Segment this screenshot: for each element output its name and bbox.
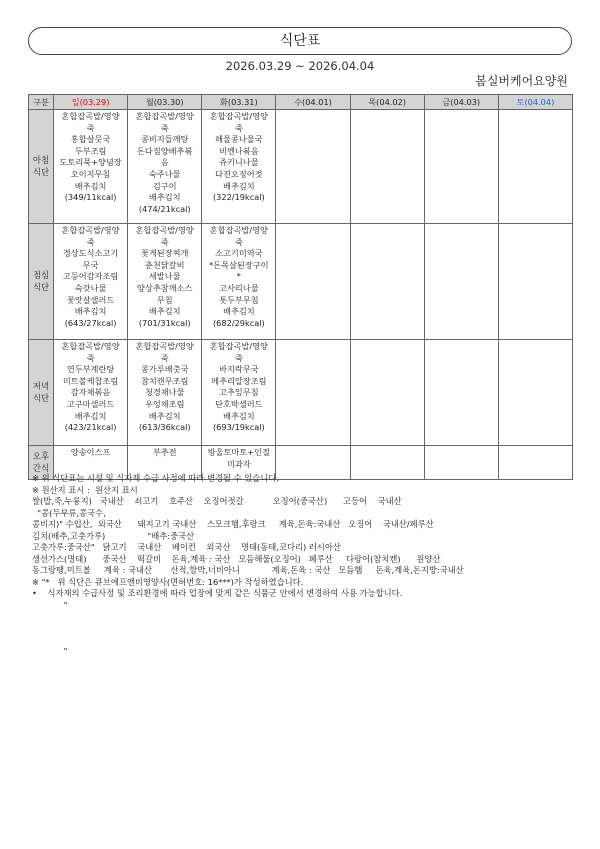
menu-item: 숙주나물 (148, 168, 181, 179)
note-line (32, 634, 577, 646)
meal-label: 점심 식단 (29, 224, 54, 340)
menu-item: 배추김치 (223, 306, 255, 317)
menu-cell (498, 110, 572, 224)
menu-item: 양상추참깨소스 (137, 282, 193, 293)
menu-item: 무국 (82, 259, 99, 270)
menu-item: 죽 (234, 236, 243, 247)
menu-item: 배추김치 (148, 192, 181, 203)
menu-item: 혼합잡곡밥/영양 (61, 225, 120, 235)
menu-item: 양송이스프 (70, 447, 111, 457)
header-row (29, 95, 573, 110)
menu-item: (349/11kcal) (64, 192, 117, 203)
menu-item: 배추김치 (148, 306, 181, 317)
menu-item: 배추김치 (74, 180, 107, 191)
menu-item: 김구이 (152, 180, 177, 191)
meal-label: 저녁 식단 (29, 340, 54, 446)
menu-item: 고사리나물 (219, 282, 259, 293)
note-line: 김치(배추,고춧가루) "배추:중국산 (32, 530, 195, 541)
menu-item: 혼합잡곡밥/영양 (209, 225, 268, 235)
menu-item: 고추잎무침 (219, 387, 259, 398)
menu-item: (423/21kcal) (64, 422, 117, 433)
menu-cell (498, 224, 572, 340)
menu-cell (424, 110, 498, 224)
menu-item: 단호박샐러드 (215, 398, 263, 409)
menu-item: * (236, 271, 241, 282)
menu-item: (701/31kcal) (138, 317, 191, 328)
menu-cell (202, 224, 276, 340)
menu-item: 오이지무침 (70, 168, 111, 179)
menu-item: 숙갓나물 (74, 282, 107, 293)
menu-item: 경상도식소고기 (62, 248, 119, 259)
menu-item: 메추리알장조림 (211, 375, 267, 386)
menu-item: 춘천닭갈비 (144, 259, 185, 270)
menu-item: (682/29kcal) (212, 317, 265, 328)
menu-item: 미과자 (226, 458, 251, 469)
menu-cell (424, 224, 498, 340)
menu-cell (128, 110, 202, 224)
note-line: 생선가스(명태) 중국산 떡갈비 돈육,계육 : 국산 모듬해물(오징어) 페루산 다랑어(참치캔) 원양산 (32, 553, 441, 564)
menu-title: 식단표 (28, 27, 572, 55)
menu-item: 꽃맛살샐러드 (66, 294, 115, 305)
menu-cell (350, 224, 424, 340)
menu-cell (202, 340, 276, 446)
note-line: " (32, 599, 68, 610)
note-line: " (32, 645, 68, 656)
menu-item: *돈목살된장구이 (209, 259, 269, 270)
menu-item: 무침 (156, 294, 173, 305)
note-line (32, 611, 577, 623)
menu-item: 다진오징어젓 (215, 168, 263, 179)
menu-item: 죽 (86, 236, 95, 247)
menu-item: 홍합살뭇국 (70, 134, 111, 145)
menu-item: (643/27kcal) (64, 317, 117, 328)
meal-label: 아침 식단 (29, 110, 54, 224)
menu-cell (498, 340, 572, 446)
menu-cell (202, 110, 276, 224)
corner-header: 구분 (29, 95, 54, 110)
menu-cell (128, 224, 202, 340)
menu-item: 청경채나물 (144, 387, 185, 398)
note-line: 고춧가루:중국산" 닭고기 국내산 베이컨 외국산 명태(동태,코다리) 러시아산 (32, 542, 341, 552)
menu-item: 배추김치 (74, 306, 107, 317)
meal-table (28, 94, 573, 480)
day-header: 일(03.29) (54, 95, 128, 110)
menu-item: 바지락무국 (219, 364, 259, 375)
menu-item: 혼합잡곡밥/영양 (61, 341, 120, 351)
menu-item: 돈다짐양배추볶 (137, 145, 193, 156)
menu-cell (276, 110, 350, 224)
menu-item: 해물콩나물국 (215, 134, 263, 145)
menu-item: 죽 (160, 236, 169, 247)
menu-item: 연두부계란탕 (66, 364, 115, 375)
menu-item: 소고기미역국 (215, 248, 263, 259)
menu-item: 미트볼케찹조림 (62, 375, 119, 386)
menu-cell (128, 340, 202, 446)
date-range: 2026.03.29 ~ 2026.04.04 (225, 59, 375, 73)
menu-item: 혼합잡곡밥/영양 (135, 225, 194, 235)
note-line: 콩비지)" 수입산, 외국산 돼지고기 국내산 스모크햄,후랑크 계육,돈육:국내산 오징어 국내산/페루산 (32, 519, 434, 529)
menu-item: 참치캔무조림 (140, 375, 189, 386)
day-header: 토(04.04) (498, 95, 572, 110)
menu-item: 두부조림 (74, 145, 107, 156)
note-line: 동그랑땡,미트볼 계육 : 국내산 산적,함박,너비아니 계육,돈육 : 국산 모듬햄 돈육,계육,돈지방:국내산 (32, 565, 464, 575)
menu-item: 죽 (160, 122, 169, 133)
menu-item: 고구마샐러드 (66, 398, 115, 409)
menu-item: 죽 (160, 352, 169, 363)
menu-item: 고등어감자조림 (62, 271, 119, 282)
menu-item: (693/19kcal) (212, 422, 265, 433)
menu-item: 죽 (234, 352, 243, 363)
menu-item: 콩가루배춧국 (140, 364, 189, 375)
menu-cell (54, 110, 128, 224)
menu-item: 죽 (86, 122, 95, 133)
menu-item: 비엔나볶음 (219, 145, 259, 156)
note-line: 쌀(밥,죽,누룽지) 국내산 쇠고기 호주산 오징어젓갈 오징어(중국산) 고등어 국내산 (32, 496, 402, 506)
note-line: ※ "* 위 식단은 큐브에프앤비영양사(면허번호: 16***)가 작성하였습니다. (32, 576, 304, 587)
menu-item: 쥬키니나물 (219, 157, 259, 168)
menu-item: 죽 (234, 122, 243, 133)
menu-item: 혼합잡곡밥/영양 (61, 111, 120, 121)
menu-item: 꽃게된장찌개 (140, 248, 189, 259)
meal-label: 오후 간식 (29, 446, 54, 480)
menu-item: 배추김치 (148, 410, 181, 421)
menu-item: 부추전 (152, 447, 177, 457)
day-header: 월(03.30) (128, 95, 202, 110)
menu-item: 방울토마토+인절 (207, 447, 270, 457)
menu-item: 배추김치 (223, 410, 255, 421)
menu-item: 배추김치 (223, 180, 255, 191)
menu-cell (350, 340, 424, 446)
menu-item: 배추김치 (74, 410, 107, 421)
menu-item: 도토리묵+양념장 (59, 157, 122, 168)
menu-item: 콩비지들깨탕 (140, 134, 189, 145)
menu-item: 혼합잡곡밥/영양 (135, 341, 194, 351)
day-header: 화(03.31) (202, 95, 276, 110)
note-line: ※ 위 식단표는 시설 및 식자재 수급 사정에 따라 변경될 수 있습니다. (32, 473, 279, 483)
menu-item: 혼합잡곡밥/영양 (209, 111, 268, 121)
menu-cell (276, 340, 350, 446)
note-line: • 식자재의 수급사정 및 조리환경에 따라 업장에 맞게 같은 식품군 안에서 변경하여 사용 가능합니다. (32, 588, 403, 598)
meal-row (29, 340, 573, 446)
menu-item: (474/21kcal) (138, 203, 191, 214)
note-line: ※ 원산지 표시 : 원산지 표시 (32, 484, 138, 495)
menu-cell (54, 340, 128, 446)
note-line: "콩(두부류,콩국수, (32, 507, 106, 518)
menu-item: 우엉채조림 (144, 398, 185, 409)
menu-item: (322/19kcal) (212, 192, 265, 203)
notes-section (32, 473, 577, 657)
menu-cell (54, 224, 128, 340)
menu-cell (424, 340, 498, 446)
day-header: 목(04.02) (350, 95, 424, 110)
meal-row (29, 110, 573, 224)
menu-item: 혼합잡곡밥/영양 (135, 111, 194, 121)
menu-cell (350, 110, 424, 224)
menu-item: 혼합잡곡밥/영양 (209, 341, 268, 351)
note-line (32, 623, 577, 635)
menu-item: 톳두부무침 (219, 294, 259, 305)
menu-item: (613/36kcal) (138, 422, 191, 433)
organization-name: 봄실버케어요양원 (475, 74, 568, 88)
day-header: 금(04.03) (424, 95, 498, 110)
menu-cell (276, 224, 350, 340)
menu-item: 감자채볶음 (70, 387, 111, 398)
menu-item: 죽 (86, 352, 95, 363)
menu-item: 음 (160, 157, 169, 168)
meal-row (29, 224, 573, 340)
day-header: 수(04.01) (276, 95, 350, 110)
menu-item: 세발나물 (148, 271, 181, 282)
